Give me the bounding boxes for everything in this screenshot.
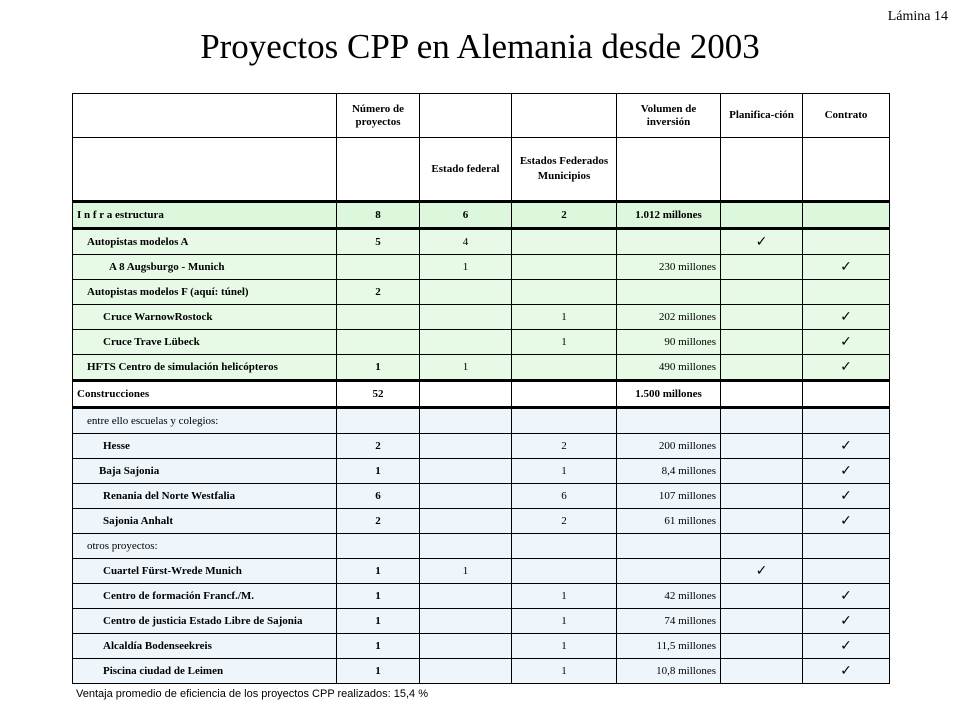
cell-estado-federal bbox=[420, 280, 512, 305]
header-planificacion: Planifica-ción bbox=[721, 94, 803, 138]
cell-numero: 1 bbox=[337, 609, 420, 634]
cell-contrato: ✓ bbox=[803, 659, 890, 684]
cell-municipios bbox=[512, 381, 617, 408]
cell-estado-federal bbox=[420, 584, 512, 609]
cell-numero: 1 bbox=[337, 659, 420, 684]
header-volumen: Volumen de inversión bbox=[617, 94, 721, 138]
cell-planificacion bbox=[721, 659, 803, 684]
cell-numero bbox=[337, 534, 420, 559]
cell-contrato bbox=[803, 381, 890, 408]
cell-planificacion bbox=[721, 255, 803, 280]
header-estados-federados: Estados Federados bbox=[519, 155, 609, 167]
header-estado-federal: Estado federal bbox=[420, 138, 512, 202]
table-row bbox=[73, 659, 890, 684]
cell-estado-federal: 1 bbox=[420, 355, 512, 381]
cell-contrato bbox=[803, 229, 890, 255]
cell-volumen bbox=[617, 408, 721, 434]
cell-numero bbox=[337, 255, 420, 280]
cell-volumen: 1.500 millones bbox=[617, 381, 721, 408]
table-row bbox=[73, 534, 890, 559]
cell-numero: 1 bbox=[337, 559, 420, 584]
cell-municipios: 1 bbox=[512, 330, 617, 355]
row-label: Autopistas modelos A bbox=[73, 229, 337, 255]
cell-contrato: ✓ bbox=[803, 255, 890, 280]
header-empty bbox=[337, 138, 420, 202]
row-label: Centro de formación Francf./M. bbox=[73, 584, 337, 609]
header-empty bbox=[721, 138, 803, 202]
cell-contrato: ✓ bbox=[803, 434, 890, 459]
table-row bbox=[73, 484, 890, 509]
cell-planificacion bbox=[721, 305, 803, 330]
cell-contrato: ✓ bbox=[803, 484, 890, 509]
table-row bbox=[73, 584, 890, 609]
cell-municipios bbox=[512, 534, 617, 559]
cell-planificacion bbox=[721, 355, 803, 381]
cell-numero: 2 bbox=[337, 509, 420, 534]
cell-estado-federal bbox=[420, 330, 512, 355]
cell-numero: 1 bbox=[337, 584, 420, 609]
cell-contrato: ✓ bbox=[803, 355, 890, 381]
table-row bbox=[73, 255, 890, 280]
header-contrato: Contrato bbox=[803, 94, 890, 138]
cell-municipios: 1 bbox=[512, 659, 617, 684]
cell-contrato bbox=[803, 202, 890, 229]
cell-planificacion: ✓ bbox=[721, 559, 803, 584]
cell-municipios bbox=[512, 280, 617, 305]
cell-estado-federal bbox=[420, 659, 512, 684]
cell-contrato bbox=[803, 280, 890, 305]
cell-planificacion bbox=[721, 408, 803, 434]
header-estados-municipios bbox=[512, 138, 617, 202]
cell-estado-federal: 4 bbox=[420, 229, 512, 255]
cell-planificacion bbox=[721, 330, 803, 355]
cell-municipios: 1 bbox=[512, 459, 617, 484]
table-row bbox=[73, 559, 890, 584]
header-row-2 bbox=[73, 138, 890, 202]
cell-contrato bbox=[803, 534, 890, 559]
header-empty bbox=[73, 138, 337, 202]
header-empty bbox=[73, 94, 337, 138]
cell-municipios: 6 bbox=[512, 484, 617, 509]
cell-volumen: 90 millones bbox=[617, 330, 721, 355]
cell-volumen bbox=[617, 280, 721, 305]
cell-municipios bbox=[512, 559, 617, 584]
cell-planificacion bbox=[721, 509, 803, 534]
row-label: Cuartel Fürst-Wrede Munich bbox=[73, 559, 337, 584]
table-row bbox=[73, 229, 890, 255]
row-label: Centro de justicia Estado Libre de Sajonia bbox=[73, 609, 337, 634]
cell-municipios: 2 bbox=[512, 509, 617, 534]
cell-estado-federal bbox=[420, 634, 512, 659]
header-empty bbox=[420, 94, 512, 138]
cell-volumen bbox=[617, 559, 721, 584]
cell-estado-federal bbox=[420, 609, 512, 634]
cell-estado-federal: 1 bbox=[420, 559, 512, 584]
cell-planificacion bbox=[721, 534, 803, 559]
cell-estado-federal bbox=[420, 305, 512, 330]
cell-estado-federal bbox=[420, 534, 512, 559]
cell-planificacion bbox=[721, 459, 803, 484]
cell-contrato: ✓ bbox=[803, 305, 890, 330]
header-empty bbox=[512, 94, 617, 138]
row-label: A 8 Augsburgo - Munich bbox=[73, 255, 337, 280]
cell-numero: 52 bbox=[337, 381, 420, 408]
page-title: Proyectos CPP en Alemania desde 2003 bbox=[200, 27, 760, 66]
row-label: I n f r a estructura bbox=[73, 202, 337, 229]
projects-table bbox=[72, 93, 890, 684]
cell-numero: 5 bbox=[337, 229, 420, 255]
cell-estado-federal bbox=[420, 434, 512, 459]
cell-numero bbox=[337, 408, 420, 434]
cell-estado-federal bbox=[420, 509, 512, 534]
row-label: Hesse bbox=[73, 434, 337, 459]
row-label: Piscina ciudad de Leimen bbox=[73, 659, 337, 684]
cell-volumen: 200 millones bbox=[617, 434, 721, 459]
table-row bbox=[73, 280, 890, 305]
cell-volumen bbox=[617, 534, 721, 559]
cell-municipios: 1 bbox=[512, 609, 617, 634]
table-row bbox=[73, 634, 890, 659]
cell-municipios: 1 bbox=[512, 634, 617, 659]
table-row bbox=[73, 305, 890, 330]
cell-volumen: 11,5 millones bbox=[617, 634, 721, 659]
cell-planificacion bbox=[721, 280, 803, 305]
table-row bbox=[73, 434, 890, 459]
cell-municipios: 2 bbox=[512, 434, 617, 459]
table-row bbox=[73, 330, 890, 355]
table-row bbox=[73, 459, 890, 484]
row-label: otros proyectos: bbox=[73, 534, 337, 559]
table-row bbox=[73, 408, 890, 434]
cell-numero: 1 bbox=[337, 634, 420, 659]
cell-numero bbox=[337, 305, 420, 330]
cell-planificacion bbox=[721, 584, 803, 609]
cell-estado-federal bbox=[420, 459, 512, 484]
cell-numero: 1 bbox=[337, 459, 420, 484]
cell-municipios bbox=[512, 255, 617, 280]
cell-estado-federal bbox=[420, 484, 512, 509]
cell-planificacion bbox=[721, 381, 803, 408]
cell-volumen: 10,8 millones bbox=[617, 659, 721, 684]
table-row bbox=[73, 509, 890, 534]
cell-numero: 6 bbox=[337, 484, 420, 509]
header-empty bbox=[803, 138, 890, 202]
header-numero: Número de proyectos bbox=[337, 94, 420, 138]
cell-planificacion bbox=[721, 202, 803, 229]
row-label: Cruce WarnowRostock bbox=[73, 305, 337, 330]
row-label: Construcciones bbox=[73, 381, 337, 408]
cell-volumen: 61 millones bbox=[617, 509, 721, 534]
row-label: Renania del Norte Westfalia bbox=[73, 484, 337, 509]
cell-volumen: 490 millones bbox=[617, 355, 721, 381]
cell-municipios bbox=[512, 355, 617, 381]
cell-contrato: ✓ bbox=[803, 509, 890, 534]
cell-estado-federal bbox=[420, 381, 512, 408]
row-label: Cruce Trave Lübeck bbox=[73, 330, 337, 355]
cell-planificacion bbox=[721, 634, 803, 659]
footer-note: Ventaja promedio de eficiencia de los proyectos CPP realizados: 15,4 % bbox=[76, 688, 429, 700]
table-row bbox=[73, 609, 890, 634]
cell-contrato: ✓ bbox=[803, 330, 890, 355]
row-label: Baja Sajonia bbox=[73, 459, 337, 484]
cell-numero bbox=[337, 330, 420, 355]
cell-estado-federal bbox=[420, 408, 512, 434]
table-row bbox=[73, 202, 890, 229]
cell-planificacion bbox=[721, 484, 803, 509]
header-empty bbox=[617, 138, 721, 202]
row-label: HFTS Centro de simulación helicópteros bbox=[73, 355, 337, 381]
cell-numero: 8 bbox=[337, 202, 420, 229]
cell-municipios bbox=[512, 408, 617, 434]
cell-estado-federal: 6 bbox=[420, 202, 512, 229]
cell-volumen: 1.012 millones bbox=[617, 202, 721, 229]
cell-contrato: ✓ bbox=[803, 459, 890, 484]
cell-estado-federal: 1 bbox=[420, 255, 512, 280]
cell-volumen: 8,4 millones bbox=[617, 459, 721, 484]
cell-volumen: 42 millones bbox=[617, 584, 721, 609]
table-row bbox=[73, 381, 890, 408]
row-label: Alcaldía Bodenseekreis bbox=[73, 634, 337, 659]
cell-contrato: ✓ bbox=[803, 609, 890, 634]
cell-planificacion bbox=[721, 434, 803, 459]
cell-planificacion: ✓ bbox=[721, 229, 803, 255]
header-row-1 bbox=[73, 94, 890, 138]
cell-numero: 2 bbox=[337, 434, 420, 459]
table-row bbox=[73, 355, 890, 381]
cell-municipios: 1 bbox=[512, 584, 617, 609]
row-label: Autopistas modelos F (aquí: túnel) bbox=[73, 280, 337, 305]
cell-contrato bbox=[803, 559, 890, 584]
cell-volumen: 202 millones bbox=[617, 305, 721, 330]
cell-numero: 1 bbox=[337, 355, 420, 381]
row-label: entre ello escuelas y colegios: bbox=[73, 408, 337, 434]
cell-contrato: ✓ bbox=[803, 584, 890, 609]
cell-municipios: 1 bbox=[512, 305, 617, 330]
cell-municipios bbox=[512, 229, 617, 255]
cell-contrato: ✓ bbox=[803, 634, 890, 659]
cell-volumen: 74 millones bbox=[617, 609, 721, 634]
cell-planificacion bbox=[721, 609, 803, 634]
cell-volumen: 107 millones bbox=[617, 484, 721, 509]
cell-contrato bbox=[803, 408, 890, 434]
row-label: Sajonia Anhalt bbox=[73, 509, 337, 534]
slide-number: Lámina 14 bbox=[887, 9, 948, 24]
cell-volumen: 230 millones bbox=[617, 255, 721, 280]
cell-volumen bbox=[617, 229, 721, 255]
header-municipios: Municipios bbox=[537, 170, 591, 182]
cell-municipios: 2 bbox=[512, 202, 617, 229]
cell-numero: 2 bbox=[337, 280, 420, 305]
